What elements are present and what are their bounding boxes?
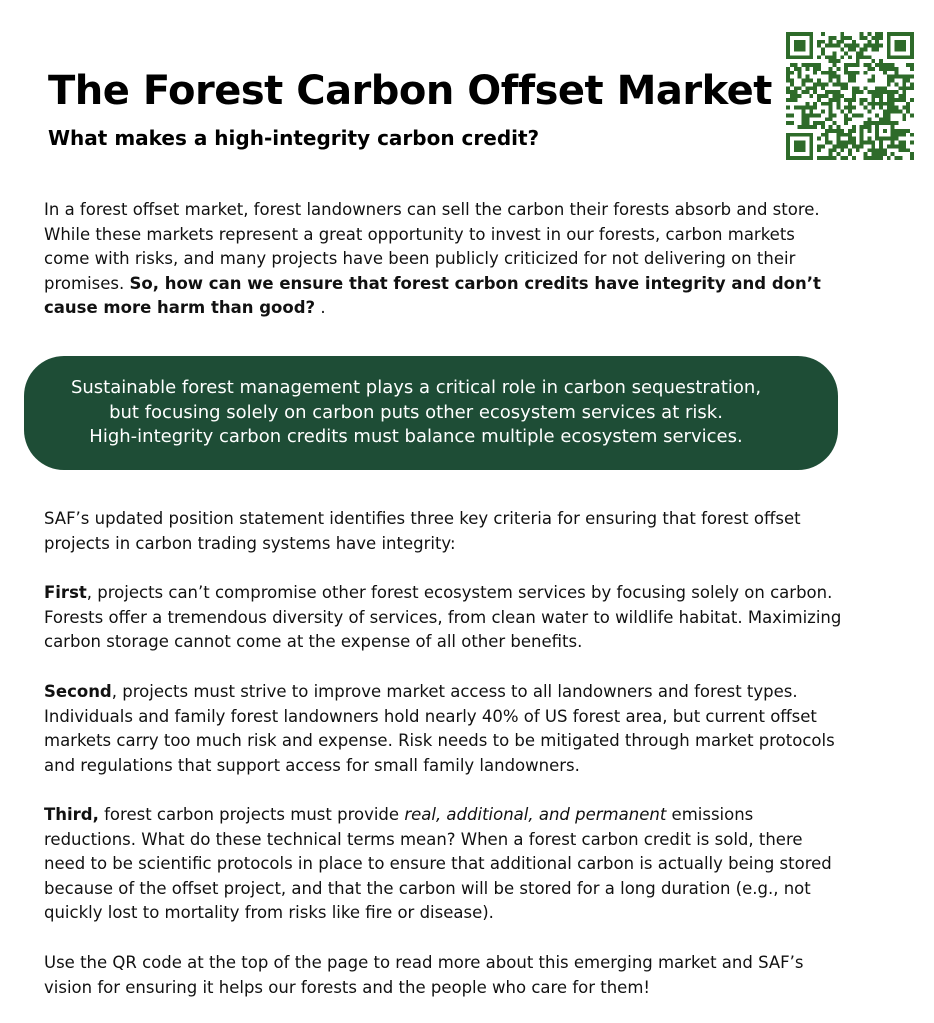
qr-code-icon[interactable] <box>786 32 914 160</box>
criterion-second-label: Second <box>44 682 112 701</box>
key-message-banner <box>24 356 838 470</box>
intro-question: So, how can we ensure that forest carbon credits have integrity and don’t cause more harm than good? <box>44 273 821 318</box>
intro-text: In a forest offset market, forest landowners can sell the carbon their forests absorb and store. While these markets represent a great opportunity to invest in our forests, carbon markets come with risks, and many projects have been publicly criticized for not delivering on their promises. <box>44 200 820 293</box>
criterion-first <box>44 581 844 655</box>
page-title: The Forest Carbon Offset Market <box>48 68 772 114</box>
banner-line: but focusing solely on carbon puts other ecosystem services at risk. <box>109 401 723 423</box>
banner-line: High-integrity carbon credits must balance multiple ecosystem services. <box>89 426 743 448</box>
criterion-third-text: forest carbon projects must provide <box>98 805 405 824</box>
intro-paragraph <box>44 198 844 321</box>
criterion-third-emphasis: real, additional, and permanent <box>404 805 667 824</box>
criterion-third <box>44 803 844 926</box>
criterion-third-text-after: emissions reductions. What do these technical terms mean? When a forest carbon credit is sold, there need to be scientific protocols in place to ensure that additional carbon is actually being stored because of the offset project, and that the carbon will be stored for a long duration (e.g., not quickly lost to mortality from risks like fire or disease). <box>44 805 832 923</box>
criterion-second-text: , projects must strive to improve market access to all landowners and forest types. Individuals and family forest landowners hold nearly 40% of US forest area, but current offset markets carry too much risk and expense. Risk needs to be mitigated through market protocols and regulations that support access for small family landowners. <box>44 682 835 775</box>
intro-trailing: . <box>315 298 326 318</box>
criteria-intro: SAF’s updated position statement identifies three key criteria for ensuring that forest offset projects in carbon trading systems have integrity: <box>44 509 801 553</box>
criterion-first-label: First <box>44 583 87 602</box>
criterion-third-label: Third, <box>44 805 99 824</box>
criterion-second <box>44 680 844 778</box>
page-subtitle: What makes a high-integrity carbon credit? <box>48 126 540 150</box>
criterion-first-text: , projects can’t compromise other forest ecosystem services by focusing solely on carbon. Forests offer a tremendous diversity of services, from clean water to wildlife habitat. Maximizing carbon storage cannot come at the expense of all other benefits. <box>44 583 842 652</box>
closing-paragraph: Use the QR code at the top of the page to read more about this emerging market and SAF’s vision for ensuring it helps our forests and the people who care for them! <box>44 953 804 997</box>
banner-line: Sustainable forest management plays a critical role in carbon sequestration, <box>70 377 762 398</box>
